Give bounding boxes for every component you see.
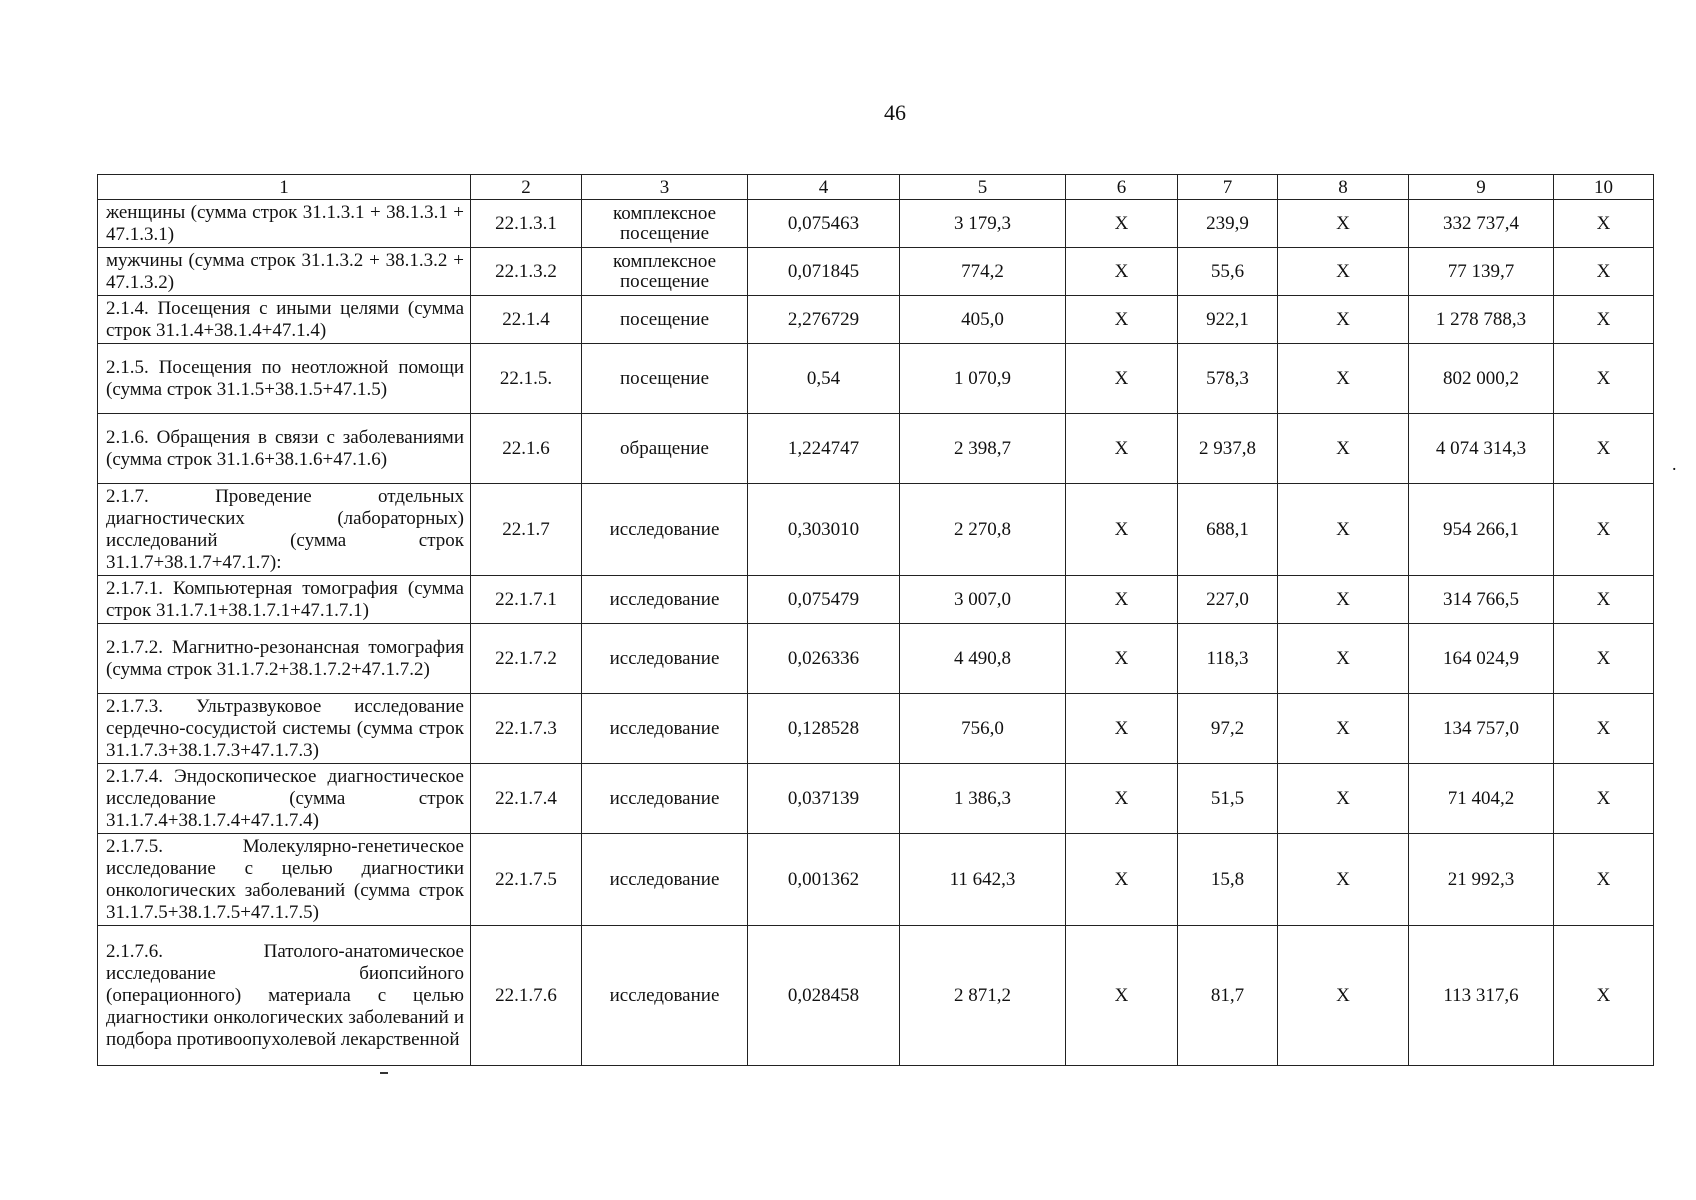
table-cell: 0,071845 xyxy=(748,248,900,296)
table-cell: 77 139,7 xyxy=(1409,248,1554,296)
data-table xyxy=(97,174,1654,1066)
table-row xyxy=(98,296,1654,344)
table-cell: 15,8 xyxy=(1178,834,1278,926)
table-cell: X xyxy=(1066,764,1178,834)
table-cell: 21 992,3 xyxy=(1409,834,1554,926)
column-header: 1 xyxy=(98,175,471,200)
table-cell: 1 278 788,3 xyxy=(1409,296,1554,344)
table-cell: 113 317,6 xyxy=(1409,926,1554,1066)
table-cell: 134 757,0 xyxy=(1409,694,1554,764)
row-name-cell: 2.1.7.1. Компьютерная томография (сумма строк 31.1.7.1+38.1.7.1+47.1.7.1) xyxy=(98,576,471,624)
table-body xyxy=(98,200,1654,1066)
table-row xyxy=(98,926,1654,1066)
table-cell: X xyxy=(1278,248,1409,296)
table-cell: 2,276729 xyxy=(748,296,900,344)
column-header: 9 xyxy=(1409,175,1554,200)
table-cell: 22.1.7 xyxy=(471,484,582,576)
table-row xyxy=(98,694,1654,764)
column-header: 3 xyxy=(582,175,748,200)
table-cell: 0,026336 xyxy=(748,624,900,694)
table-cell: 0,001362 xyxy=(748,834,900,926)
table-cell: X xyxy=(1554,200,1654,248)
row-name-cell: 2.1.6. Обращения в связи с заболеваниями (сумма строк 31.1.6+38.1.6+47.1.6) xyxy=(98,414,471,484)
table-row xyxy=(98,484,1654,576)
row-name-cell: мужчины (сумма строк 31.1.3.2 + 38.1.3.2 + 47.1.3.2) xyxy=(98,248,471,296)
column-header: 5 xyxy=(900,175,1066,200)
table-row xyxy=(98,344,1654,414)
column-header: 4 xyxy=(748,175,900,200)
table-header xyxy=(98,175,1654,200)
unit-cell: обращение xyxy=(582,414,748,484)
table-cell: 71 404,2 xyxy=(1409,764,1554,834)
table-cell: X xyxy=(1066,296,1178,344)
table-cell: 0,075463 xyxy=(748,200,900,248)
table-cell: X xyxy=(1554,344,1654,414)
table-cell: 22.1.5. xyxy=(471,344,582,414)
table-cell: X xyxy=(1278,344,1409,414)
column-header: 10 xyxy=(1554,175,1654,200)
table-cell: X xyxy=(1066,624,1178,694)
unit-cell: исследование xyxy=(582,484,748,576)
table-cell: X xyxy=(1066,694,1178,764)
table-cell: 4 074 314,3 xyxy=(1409,414,1554,484)
table-cell: X xyxy=(1554,576,1654,624)
table-cell: 774,2 xyxy=(900,248,1066,296)
table-cell: 164 024,9 xyxy=(1409,624,1554,694)
table-cell: 2 871,2 xyxy=(900,926,1066,1066)
row-name-cell: 2.1.7.5. Молекулярно-генетическое исследование с целью диагностики онкологических заболеваний (сумма строк 31.1.7.5+38.1.7.5+47.1.7.5) xyxy=(98,834,471,926)
table-cell: 22.1.7.1 xyxy=(471,576,582,624)
table-row xyxy=(98,200,1654,248)
table-cell: X xyxy=(1554,834,1654,926)
table-cell: X xyxy=(1554,414,1654,484)
stray-mark: . xyxy=(1672,454,1677,474)
table-cell: 314 766,5 xyxy=(1409,576,1554,624)
unit-cell: исследование xyxy=(582,764,748,834)
table-cell: 22.1.4 xyxy=(471,296,582,344)
unit-cell: комплексное посещение xyxy=(582,200,748,248)
header-row xyxy=(98,175,1654,200)
column-header: 7 xyxy=(1178,175,1278,200)
table-cell: X xyxy=(1278,576,1409,624)
table-row xyxy=(98,624,1654,694)
table-cell: 578,3 xyxy=(1178,344,1278,414)
table-cell: X xyxy=(1278,764,1409,834)
table-cell: 22.1.7.2 xyxy=(471,624,582,694)
table-row xyxy=(98,834,1654,926)
unit-cell: исследование xyxy=(582,694,748,764)
unit-cell: посещение xyxy=(582,296,748,344)
table-cell: X xyxy=(1278,624,1409,694)
table-cell: 0,075479 xyxy=(748,576,900,624)
table-cell: X xyxy=(1278,484,1409,576)
table-cell: 802 000,2 xyxy=(1409,344,1554,414)
page-number: 46 xyxy=(884,100,906,125)
table-cell: X xyxy=(1278,926,1409,1066)
table-cell: X xyxy=(1066,344,1178,414)
row-name-cell: женщины (сумма строк 31.1.3.1 + 38.1.3.1 + 47.1.3.1) xyxy=(98,200,471,248)
column-header: 6 xyxy=(1066,175,1178,200)
table-cell: 22.1.7.4 xyxy=(471,764,582,834)
table-cell: X xyxy=(1278,414,1409,484)
table-cell: X xyxy=(1278,834,1409,926)
table-cell: X xyxy=(1066,576,1178,624)
table-cell: X xyxy=(1278,296,1409,344)
table-cell: 22.1.7.5 xyxy=(471,834,582,926)
table-cell: 81,7 xyxy=(1178,926,1278,1066)
column-header: 2 xyxy=(471,175,582,200)
table-cell: X xyxy=(1066,200,1178,248)
row-name-cell: 2.1.4. Посещения с иными целями (сумма строк 31.1.4+38.1.4+47.1.4) xyxy=(98,296,471,344)
unit-cell: посещение xyxy=(582,344,748,414)
row-name-cell: 2.1.7.2. Магнитно-резонансная томография (сумма строк 31.1.7.2+38.1.7.2+47.1.7.2) xyxy=(98,624,471,694)
table-cell: X xyxy=(1554,624,1654,694)
table-cell: 239,9 xyxy=(1178,200,1278,248)
table-cell: 2 398,7 xyxy=(900,414,1066,484)
table-cell: 22.1.7.3 xyxy=(471,694,582,764)
table-cell: X xyxy=(1066,414,1178,484)
table-cell: 227,0 xyxy=(1178,576,1278,624)
table-cell: 22.1.7.6 xyxy=(471,926,582,1066)
table-cell: 22.1.3.1 xyxy=(471,200,582,248)
table-cell: X xyxy=(1554,926,1654,1066)
table-cell: 688,1 xyxy=(1178,484,1278,576)
table-cell: 0,303010 xyxy=(748,484,900,576)
table-cell: 1 070,9 xyxy=(900,344,1066,414)
table-cell: X xyxy=(1066,834,1178,926)
table-cell: 0,037139 xyxy=(748,764,900,834)
table-cell: 2 937,8 xyxy=(1178,414,1278,484)
unit-cell: исследование xyxy=(582,834,748,926)
table-row xyxy=(98,414,1654,484)
table-cell: 2 270,8 xyxy=(900,484,1066,576)
table-cell: 756,0 xyxy=(900,694,1066,764)
row-name-cell: 2.1.7. Проведение отдельных диагностических (лабораторных) исследований (сумма строк 31.1.7+38.1.7+47.1.7): xyxy=(98,484,471,576)
table-cell: 22.1.6 xyxy=(471,414,582,484)
table-cell: X xyxy=(1554,248,1654,296)
table-cell: X xyxy=(1554,764,1654,834)
unit-cell: исследование xyxy=(582,624,748,694)
table-cell: X xyxy=(1278,200,1409,248)
row-name-cell: 2.1.7.3. Ультразвуковое исследование сердечно-сосудистой системы (сумма строк 31.1.7.3+38.1.7.3+47.1.7.3) xyxy=(98,694,471,764)
row-name-cell: 2.1.7.6. Патолого-анатомическое исследование биопсийного (операционного) материала с целью диагностики онкологических заболеваний и подбора противоопухолевой лекарственной xyxy=(98,926,471,1066)
table-cell: 97,2 xyxy=(1178,694,1278,764)
table-cell: X xyxy=(1554,694,1654,764)
table-cell: 3 179,3 xyxy=(900,200,1066,248)
table-cell: 405,0 xyxy=(900,296,1066,344)
row-name-cell: 2.1.5. Посещения по неотложной помощи (сумма строк 31.1.5+38.1.5+47.1.5) xyxy=(98,344,471,414)
table-cell: 954 266,1 xyxy=(1409,484,1554,576)
table-cell: X xyxy=(1066,926,1178,1066)
table-cell: 0,128528 xyxy=(748,694,900,764)
stray-dash xyxy=(380,1072,388,1074)
table-row xyxy=(98,248,1654,296)
table-cell: 118,3 xyxy=(1178,624,1278,694)
table-row xyxy=(98,764,1654,834)
table-cell: 1 386,3 xyxy=(900,764,1066,834)
table-cell: 11 642,3 xyxy=(900,834,1066,926)
unit-cell: исследование xyxy=(582,926,748,1066)
row-name-cell: 2.1.7.4. Эндоскопическое диагностическое исследование (сумма строк 31.1.7.4+38.1.7.4+47.1.7.4) xyxy=(98,764,471,834)
table-cell: X xyxy=(1066,484,1178,576)
table-cell: 3 007,0 xyxy=(900,576,1066,624)
table-cell: X xyxy=(1554,484,1654,576)
table-cell: 0,028458 xyxy=(748,926,900,1066)
table-cell: 22.1.3.2 xyxy=(471,248,582,296)
table-cell: X xyxy=(1554,296,1654,344)
table-cell: 922,1 xyxy=(1178,296,1278,344)
table-cell: X xyxy=(1066,248,1178,296)
table-row xyxy=(98,576,1654,624)
table-cell: 4 490,8 xyxy=(900,624,1066,694)
table-cell: 51,5 xyxy=(1178,764,1278,834)
column-header: 8 xyxy=(1278,175,1409,200)
table-cell: 1,224747 xyxy=(748,414,900,484)
table-cell: X xyxy=(1278,694,1409,764)
table-cell: 0,54 xyxy=(748,344,900,414)
table-cell: 55,6 xyxy=(1178,248,1278,296)
unit-cell: комплексное посещение xyxy=(582,248,748,296)
table-cell: 332 737,4 xyxy=(1409,200,1554,248)
unit-cell: исследование xyxy=(582,576,748,624)
